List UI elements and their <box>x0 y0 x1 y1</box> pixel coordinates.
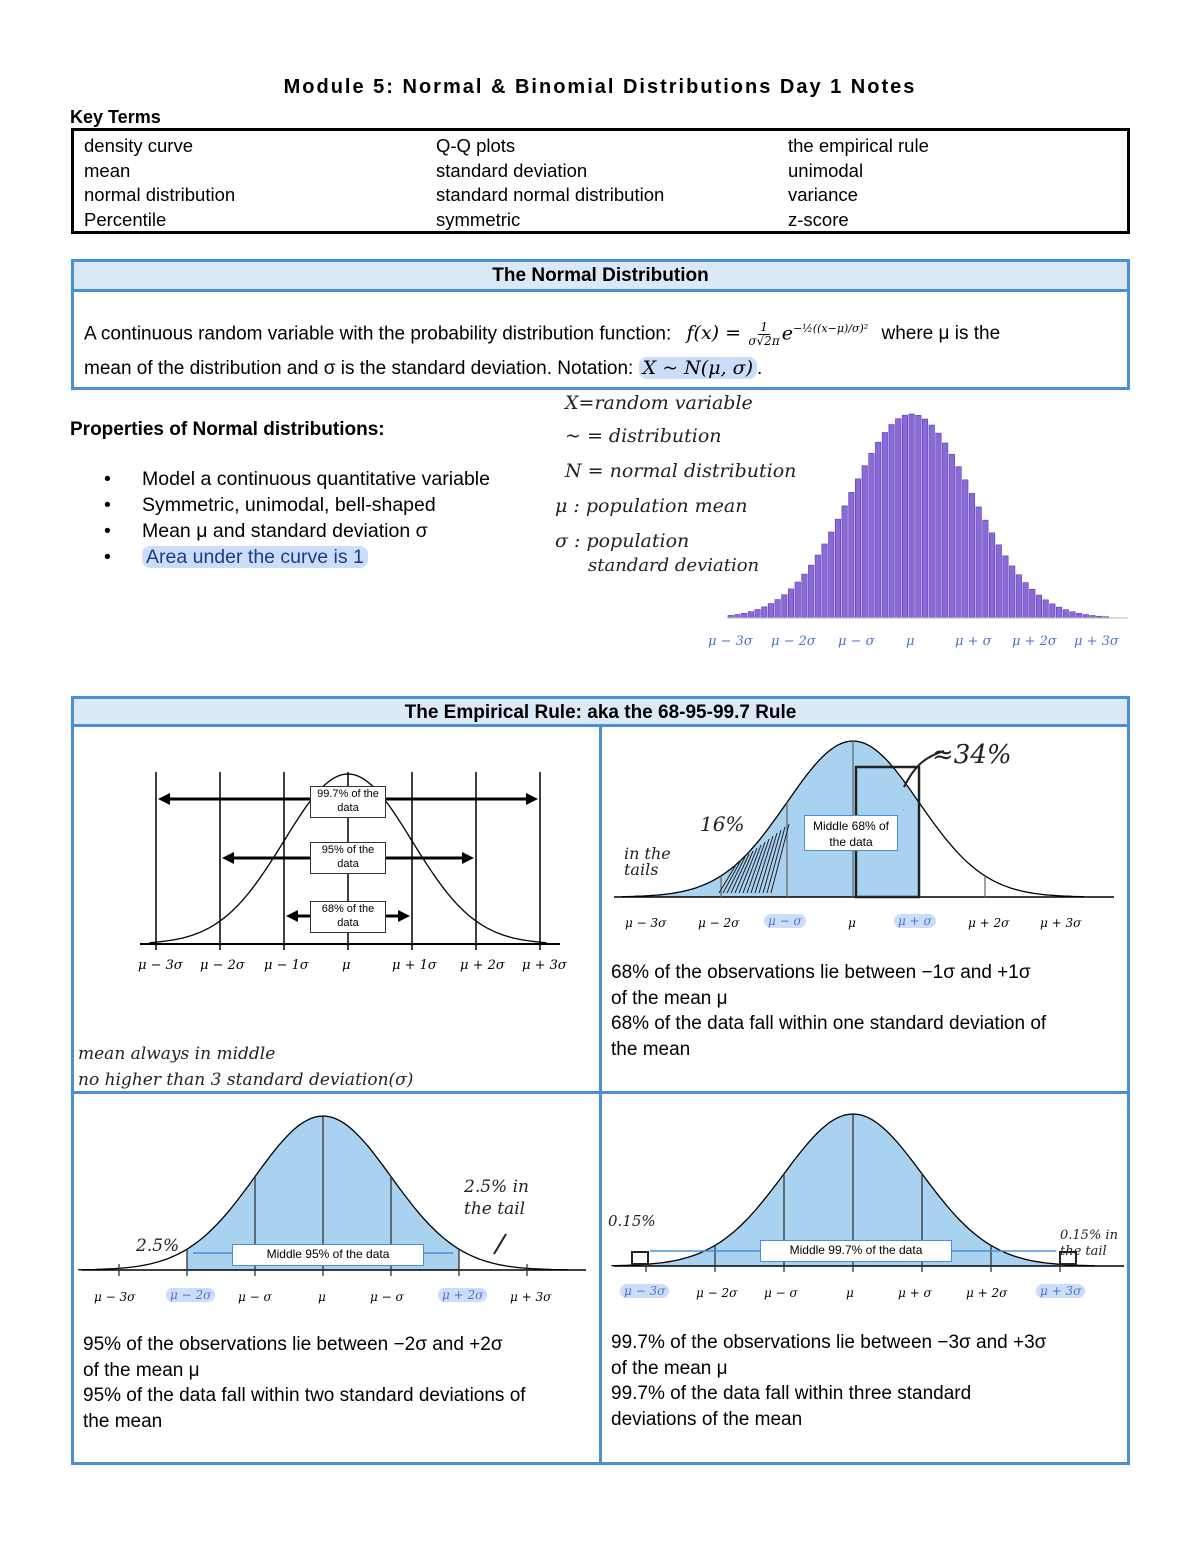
arrow-68-head <box>398 910 410 922</box>
histogram-bar <box>996 545 1002 618</box>
handwritten-note: 2.5% <box>136 1236 180 1256</box>
histogram-bar <box>983 520 989 618</box>
axis-label: μ + 2σ <box>966 1286 1008 1300</box>
middle-68-label: Middle 68% of the data <box>804 815 898 851</box>
histogram-bar <box>1050 604 1056 618</box>
definition-text: A continuous random variable with the probability distribution function: <box>84 323 672 345</box>
histogram-bar <box>822 544 828 618</box>
histogram-axis-label: μ − 2σ <box>771 634 816 649</box>
page-title: Module 5: Normal & Binomial Distributions Day 1 Notes <box>283 76 917 98</box>
term: the empirical rule <box>788 135 929 156</box>
notation: X ~ N(μ, σ) <box>639 357 757 379</box>
handwritten-note: N = normal distribution <box>565 460 797 482</box>
histogram-bar <box>862 466 868 618</box>
histogram-bar <box>1083 615 1089 618</box>
histogram-bar <box>755 610 761 618</box>
arrow-997-head <box>526 793 538 805</box>
axis-label: μ + 2σ <box>968 916 1010 930</box>
panel-caption: 99.7% of the observations lie between −3σ and +3σ of the mean μ 99.7% of the data fall within three standard deviations of the mean <box>611 1332 1047 1430</box>
formula-e: e <box>781 322 793 345</box>
properties-list <box>104 466 490 570</box>
properties-heading: Properties of Normal distributions: <box>70 419 385 440</box>
histogram-bar <box>782 595 788 618</box>
middle-997-label: Middle 99.7% of the data <box>760 1240 952 1262</box>
histogram-bar <box>989 533 995 618</box>
histogram-bar <box>835 519 841 618</box>
histogram-bar <box>869 453 875 618</box>
term: variance <box>788 184 858 205</box>
histogram-bar <box>922 419 928 618</box>
histogram-bar <box>1030 589 1036 618</box>
tail-box <box>632 1252 648 1264</box>
handwritten-note: σ : population <box>555 530 690 552</box>
axis-label: μ − 2σ <box>696 1286 738 1300</box>
term: density curve <box>84 135 193 156</box>
axis-label: μ − σ <box>238 1290 272 1304</box>
histogram-axis-label: μ <box>906 634 915 649</box>
histogram-bar <box>956 467 962 618</box>
handwritten-note: 2.5% in the tail <box>464 1177 529 1219</box>
handwritten-note: μ : population mean <box>555 495 748 517</box>
axis-label: μ − 2σ <box>698 916 740 930</box>
term: normal distribution <box>84 184 236 205</box>
histogram-bar <box>882 432 888 618</box>
histogram-bar <box>829 532 835 618</box>
histogram-bar <box>909 414 915 618</box>
term: standard deviation <box>436 159 588 181</box>
histogram-bar <box>795 582 801 618</box>
axis-label: μ − σ <box>764 914 806 928</box>
histogram-bar <box>1036 595 1042 618</box>
label-997: 99.7% of the data <box>310 786 386 818</box>
handwritten-note: standard deviation <box>588 555 760 576</box>
axis-label: μ − 2σ <box>200 958 245 973</box>
handwritten-note: ~ = distribution <box>565 425 722 447</box>
empirical-rule-heading: The Empirical Rule: aka the 68-95-99.7 Rule <box>74 699 1127 727</box>
normal-distribution-definition: A continuous random variable with the probability distribution function: f(x) = $\frac{1}{\sigma√2\pi}$ $e^{-\frac{1}{2}((x-\mu)/\sigma)^2}$ where μ is the mean of the distribution and σ is the standard deviation. Notation: X ~ N(μ, σ) . <box>84 319 1001 380</box>
axis-label: μ − 1σ <box>264 958 309 973</box>
histogram-axis-label: μ + σ <box>955 634 992 649</box>
histogram-bar <box>768 604 774 618</box>
label-68: 68% of the data <box>310 901 386 933</box>
histogram-bar <box>1070 612 1076 618</box>
arrow-68-head <box>286 910 298 922</box>
formula-fraction: $\frac{1}{\sigma√2\pi}$ <box>748 319 780 348</box>
term: unimodal <box>788 159 864 181</box>
histogram-bar <box>929 425 935 618</box>
empirical-diagram-4 <box>604 1094 1128 1294</box>
histogram-bar <box>889 425 895 618</box>
axis-label: μ + σ <box>898 1286 932 1300</box>
axis-label: μ <box>848 916 856 930</box>
middle-95-label: Middle 95% of the data <box>232 1244 424 1266</box>
axis-label: μ + 3σ <box>1040 916 1082 930</box>
axis-label: μ + 2σ <box>460 958 505 973</box>
panel-caption: 68% of the observations lie between −1σ and +1σ of the mean μ 68% of the data fall within one standard deviation of the mean <box>611 962 1047 1060</box>
histogram-axis-label: μ − σ <box>838 634 875 649</box>
term: standard normal distribution <box>436 184 665 205</box>
axis-label: μ + 3σ <box>1036 1284 1085 1298</box>
arrow-95-head <box>462 852 474 864</box>
histogram-bar <box>849 492 855 618</box>
handwritten-note: mean always in middle <box>78 1044 276 1064</box>
histogram-bar <box>762 607 768 618</box>
list-item: • Area under the curve is 1 <box>104 544 490 570</box>
divider <box>599 724 602 1465</box>
axis-label: μ + σ <box>894 914 936 928</box>
histogram-bar <box>1063 610 1069 618</box>
arrow-95-head <box>222 852 234 864</box>
histogram-bar <box>875 442 881 618</box>
histogram-bar <box>1043 600 1049 618</box>
histogram-bar <box>788 589 794 618</box>
axis-label: μ + 2σ <box>438 1288 487 1302</box>
histogram-bar <box>842 506 848 618</box>
axis-label: μ <box>846 1286 854 1300</box>
histogram-bar <box>815 555 821 618</box>
histogram-bar <box>902 415 908 618</box>
histogram-bar <box>916 415 922 618</box>
list-item: • Mean μ and standard deviation σ <box>104 518 490 544</box>
handwritten-note: X=random variable <box>565 392 753 414</box>
axis-label: μ + 3σ <box>522 958 567 973</box>
histogram-bar <box>942 443 948 618</box>
axis-label: μ + 3σ <box>510 1290 552 1304</box>
histogram-bar <box>1009 566 1015 618</box>
histogram-bar <box>1023 583 1029 618</box>
histogram-bar <box>949 454 955 618</box>
histogram-bar <box>936 433 942 618</box>
handwritten-note: 0.15% <box>608 1212 656 1230</box>
histogram-bar <box>1003 556 1009 618</box>
term: mean <box>84 159 131 181</box>
axis-label: μ − 3σ <box>620 1284 669 1298</box>
pointer-tail <box>494 1234 506 1254</box>
histogram-bar <box>1076 613 1082 618</box>
panel-caption: 95% of the observations lie between −2σ and +2σ of the mean μ 95% of the data fall within two standard deviations of the mean <box>83 1334 526 1432</box>
key-terms-label: Key Terms <box>70 107 161 127</box>
term: z-score <box>788 208 849 230</box>
term: Percentile <box>84 208 167 230</box>
axis-label: μ − 3σ <box>138 958 183 973</box>
definition-text-3: mean of the distribution and σ is the standard deviation. Notation: <box>84 358 634 380</box>
handwritten-note: no higher than 3 standard deviation(σ) <box>78 1070 414 1090</box>
histogram-bar <box>1016 575 1022 618</box>
axis-label: μ <box>318 1290 326 1304</box>
axis-label: μ + 1σ <box>392 958 437 973</box>
normal-distribution-heading: The Normal Distribution <box>74 262 1127 292</box>
list-item: • Symmetric, unimodal, bell-shaped <box>104 492 490 518</box>
handwritten-note: 0.15% in the tail <box>1060 1228 1118 1259</box>
key-terms-table <box>71 128 1130 234</box>
handwritten-note: in the tails <box>624 844 671 879</box>
normal-distribution-box <box>71 259 1130 390</box>
term: symmetric <box>436 208 521 230</box>
histogram-bar <box>802 574 808 618</box>
formula-exponent: −½((x−μ)/σ)² <box>792 322 869 335</box>
histogram-axis-label: μ + 2σ <box>1012 634 1057 649</box>
histogram-bar <box>963 480 969 618</box>
histogram-bar <box>808 565 814 618</box>
histogram-bar <box>775 600 781 618</box>
histogram-axis-label: μ + 3σ <box>1074 634 1119 649</box>
term: Q-Q plots <box>436 135 516 156</box>
histogram-bar <box>735 615 741 618</box>
handwritten-note: ≈34% <box>932 740 1012 770</box>
histogram-bar <box>896 419 902 618</box>
normal-histogram <box>728 400 1130 650</box>
axis-label: μ <box>342 958 351 973</box>
histogram-bar <box>1056 607 1062 618</box>
histogram-bar <box>969 493 975 618</box>
histogram-axis-label: μ − 3σ <box>708 634 753 649</box>
histogram-bar <box>748 612 754 618</box>
arrow-997-head <box>158 793 170 805</box>
axis-label: μ − 3σ <box>625 916 667 930</box>
label-95: 95% of the data <box>310 842 386 874</box>
definition-text-2: where μ is the <box>881 323 1001 345</box>
axis-label: μ − σ <box>764 1286 798 1300</box>
handwritten-note: 16% <box>700 812 745 836</box>
axis-label: μ − 3σ <box>94 1290 136 1304</box>
histogram-bar <box>855 479 861 618</box>
histogram-bar <box>741 613 747 618</box>
formula-lhs: f(x) = <box>686 322 742 345</box>
histogram-bar <box>976 507 982 618</box>
axis-label: μ − 2σ <box>166 1288 215 1302</box>
list-item: • Model a continuous quantitative variable <box>104 466 490 492</box>
axis-label: μ − σ <box>370 1290 404 1304</box>
